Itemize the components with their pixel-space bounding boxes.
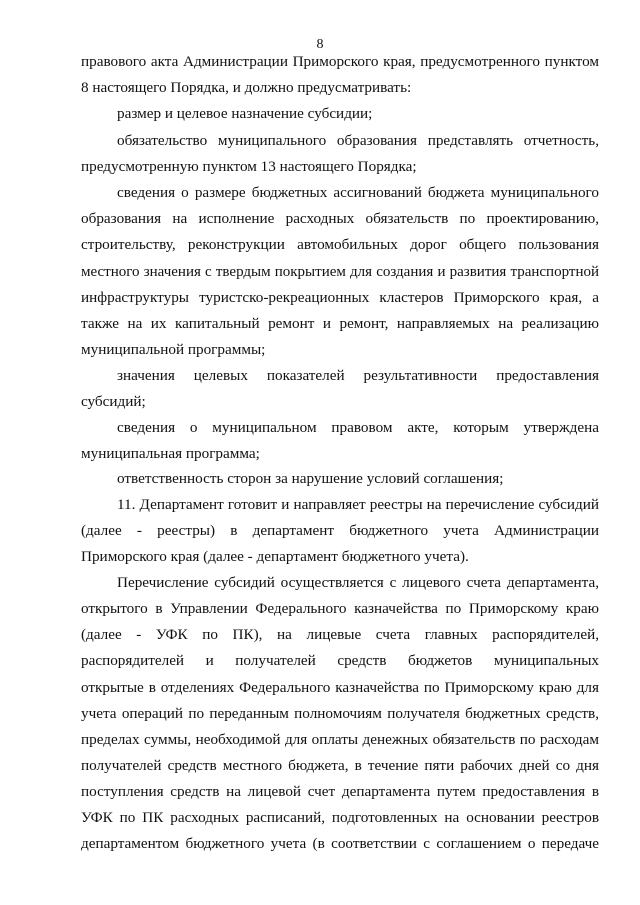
text-line: пределах суммы, необходимой для оплаты денежных обязательств по расходам bbox=[81, 731, 599, 748]
text-line: учета операций по переданным полномочиям получателя бюджетных средств, bbox=[81, 705, 599, 722]
text-line: обязательство муниципального образования представлять отчетность, bbox=[117, 132, 599, 149]
text-line: строительству, реконструкции автомобильных дорог общего пользования bbox=[81, 236, 599, 253]
text-line: получателей средств местного бюджета, в течение пяти рабочих дней со дня bbox=[81, 757, 599, 774]
page-number: 8 bbox=[316, 37, 324, 52]
text-line: сведения о муниципальном правовом акте, которым утверждена bbox=[117, 419, 599, 436]
text-line: инфраструктуры туристско-рекреационных кластеров Приморского края, а bbox=[81, 289, 599, 306]
text-line: Приморского края (далее - департамент бюджетного учета). bbox=[81, 548, 469, 565]
text-line: (далее - УФК по ПК), на лицевые счета главных распорядителей, bbox=[81, 626, 599, 643]
text-line: также на их капитальный ремонт и ремонт, направляемых на реализацию bbox=[81, 315, 599, 332]
text-line: размер и целевое назначение субсидии; bbox=[117, 105, 373, 122]
text-line: сведения о размере бюджетных ассигнований бюджета муниципального bbox=[117, 184, 599, 201]
text-line: местного значения с твердым покрытием для создания и развития транспортной bbox=[81, 264, 599, 280]
text-line: Перечисление субсидий осуществляется с лицевого счета департамента, bbox=[117, 574, 599, 591]
text-line: поступления средств на лицевой счет департамента путем предоставления в bbox=[81, 783, 599, 800]
text-line: 11. Департамент готовит и направляет реестры на перечисление субсидий bbox=[117, 496, 599, 513]
text-line: открытые в отделениях Федерального казначейства по Приморскому краю для bbox=[81, 679, 599, 696]
text-line: (далее - реестры) в департамент бюджетного учета Администрации bbox=[81, 522, 599, 539]
text-line: муниципальная программа; bbox=[81, 445, 260, 462]
text-line: субсидий; bbox=[81, 393, 146, 410]
text-line: 8 настоящего Порядка, и должно предусматривать: bbox=[81, 79, 412, 96]
text-line: УФК по ПК расходных расписаний, подготовленных на основании реестров bbox=[81, 809, 599, 826]
text-line: открытого в Управлении Федерального казначейства по Приморскому краю bbox=[81, 600, 599, 617]
text-line: образования на исполнение расходных обязательств по проектированию, bbox=[81, 210, 599, 227]
text-line: департаментом бюджетного учета (в соответствии с соглашением о передаче bbox=[81, 835, 599, 852]
text-line: предусмотренную пунктом 13 настоящего Порядка; bbox=[81, 158, 417, 175]
text-line: ответственность сторон за нарушение условий соглашения; bbox=[117, 470, 504, 487]
text-line: муниципальной программы; bbox=[81, 341, 266, 358]
text-line: правового акта Администрации Приморского края, предусмотренного пунктом bbox=[81, 53, 599, 70]
text-line: распорядителей и получателей средств бюджетов муниципальных bbox=[81, 652, 599, 669]
text-line: значения целевых показателей результативности предоставления bbox=[117, 367, 599, 384]
